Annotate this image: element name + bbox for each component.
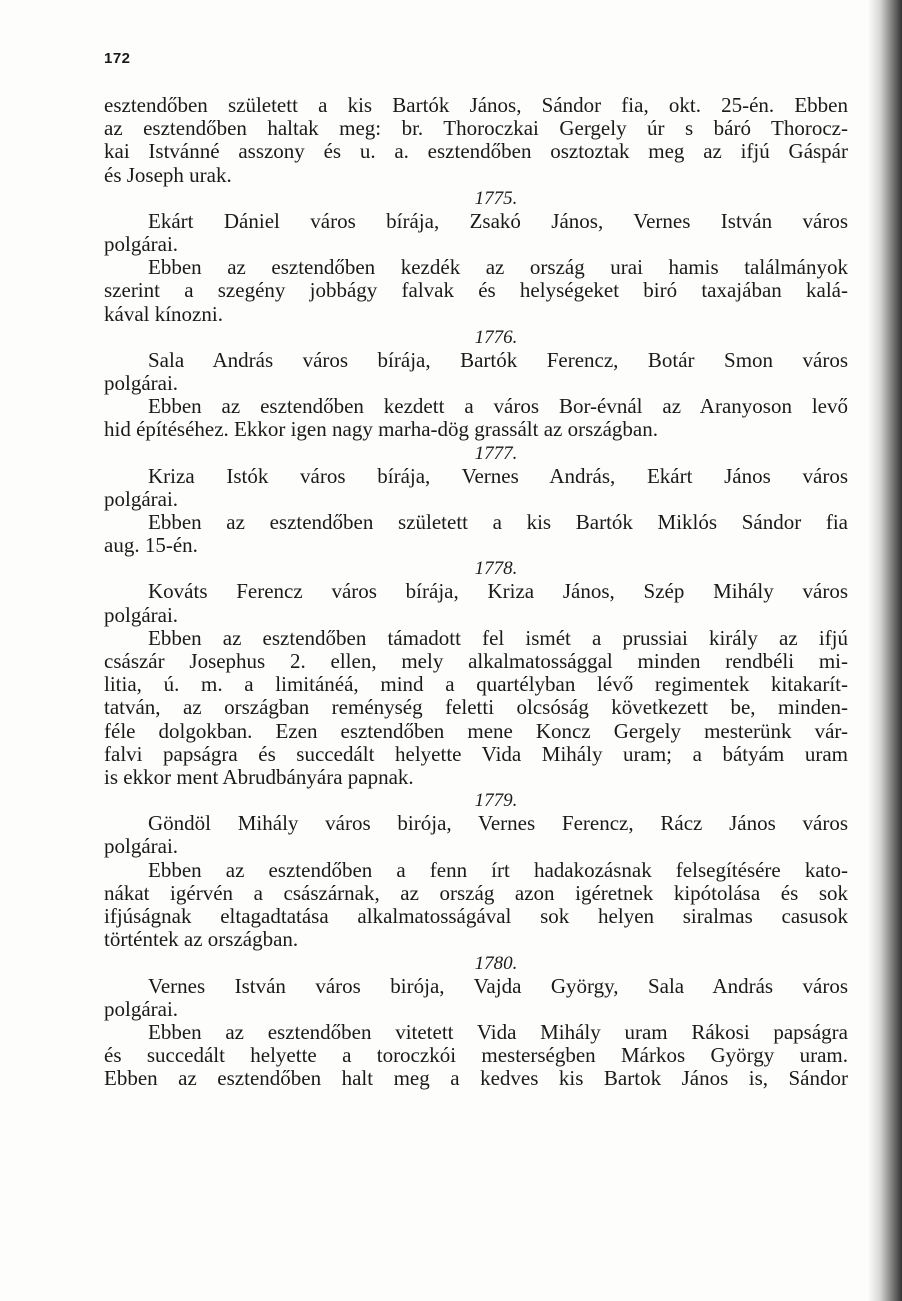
- text-line: falvi papságra és succedált helyette Vida Mihály uram; a bátyám uram: [104, 741, 848, 766]
- text-line: Ebben az esztendőben halt meg a kedves kis Bartok János is, Sándor: [104, 1066, 848, 1091]
- text-line: kai Istvánné asszony és u. a. esztendőben osztoztak meg az ifjú Gáspár: [104, 139, 848, 164]
- paragraph-start-line: Sala András város bírája, Bartók Ferencz, Botár Smon város: [148, 347, 848, 372]
- binding-shadow: [868, 0, 902, 1301]
- paragraph-start-line: Ebben az esztendőben a fenn írt hadakozásnak felsegítésére kato-: [148, 857, 848, 882]
- text-line: tatván, az országban reménység feletti olcsóság következett be, minden-: [104, 695, 848, 720]
- text-line: kával kínozni.: [104, 301, 223, 326]
- text-line: és Joseph urak.: [104, 162, 232, 187]
- text-line: és succedált helyette a toroczkói mesterségben Márkos György uram.: [104, 1043, 848, 1068]
- text-line: polgárai.: [104, 232, 179, 257]
- year-heading: 1776.: [474, 326, 518, 348]
- text-line: polgárai.: [104, 996, 179, 1021]
- paragraph-start-line: Ekárt Dániel város bírája, Zsakó János, Vernes István város: [148, 208, 848, 233]
- text-line: is ekkor ment Abrudbányára papnak.: [104, 765, 414, 790]
- paragraph-start-line: Vernes István város birója, Vajda György, Sala András város: [148, 973, 848, 998]
- paragraph-start-line: Ebben az esztendőben kezdett a város Bor-évnál az Aranyoson levő: [148, 394, 848, 419]
- paragraph-start-line: Ebben az esztendőben kezdék az ország urai hamis találmányok: [148, 255, 848, 280]
- page-text: [104, 94, 848, 1091]
- paragraph-start-line: Ebben az esztendőben született a kis Bartók Miklós Sándor fia: [148, 510, 848, 535]
- year-heading: 1778.: [474, 558, 518, 580]
- text-line: hid építéséhez. Ekkor igen nagy marha-dög grassált az országban.: [104, 417, 658, 442]
- year-heading: 1780.: [474, 952, 518, 974]
- text-line: polgárai.: [104, 486, 179, 511]
- text-line: az esztendőben haltak meg: br. Thoroczkai Gergely úr s báró Thorocz-: [104, 116, 848, 141]
- text-line: féle dolgokban. Ezen esztendőben mene Koncz Gergely mesterünk vár-: [104, 718, 848, 743]
- text-line: nákat igérvén a császárnak, az ország azon igéretnek kipótolása és sok: [104, 880, 848, 905]
- paragraph-start-line: Ebben az esztendőben vitetett Vida Mihály uram Rákosi papságra: [148, 1019, 848, 1044]
- paragraph-start-line: Kriza Istók város bírája, Vernes András, Ekárt János város: [148, 463, 848, 488]
- text-line: litia, ú. m. a limitánéá, mind a quartélyban lévő regimentek kitakarít-: [104, 672, 848, 697]
- year-heading: 1779.: [474, 790, 518, 812]
- text-line: polgárai.: [104, 602, 179, 627]
- text-line: esztendőben született a kis Bartók János, Sándor fia, okt. 25-én. Ebben: [104, 93, 848, 117]
- text-line: aug. 15-én.: [104, 533, 198, 558]
- text-line: polgárai.: [104, 371, 179, 396]
- paragraph-start-line: Göndöl Mihály város birója, Vernes Ferencz, Rácz János város: [148, 811, 848, 836]
- text-line: ifjúságnak eltagadtatása alkalmatosságával sok helyen siralmas casusok: [104, 904, 848, 929]
- text-line: polgárai.: [104, 834, 179, 859]
- text-line: császár Josephus 2. ellen, mely alkalmatossággal minden rendbéli mi-: [104, 649, 848, 674]
- page-number: 172: [104, 50, 131, 67]
- paragraph-start-line: Ebben az esztendőben támadott fel ismét a prussiai király az ifjú: [148, 625, 848, 650]
- year-heading: 1775.: [474, 187, 518, 209]
- year-heading: 1777.: [474, 442, 518, 464]
- paragraph-start-line: Kováts Ferencz város bírája, Kriza János, Szép Mihály város: [148, 579, 848, 604]
- text-line: szerint a szegény jobbágy falvak és helységeket biró taxajában kalá-: [104, 278, 848, 303]
- text-line: történtek az országban.: [104, 927, 299, 952]
